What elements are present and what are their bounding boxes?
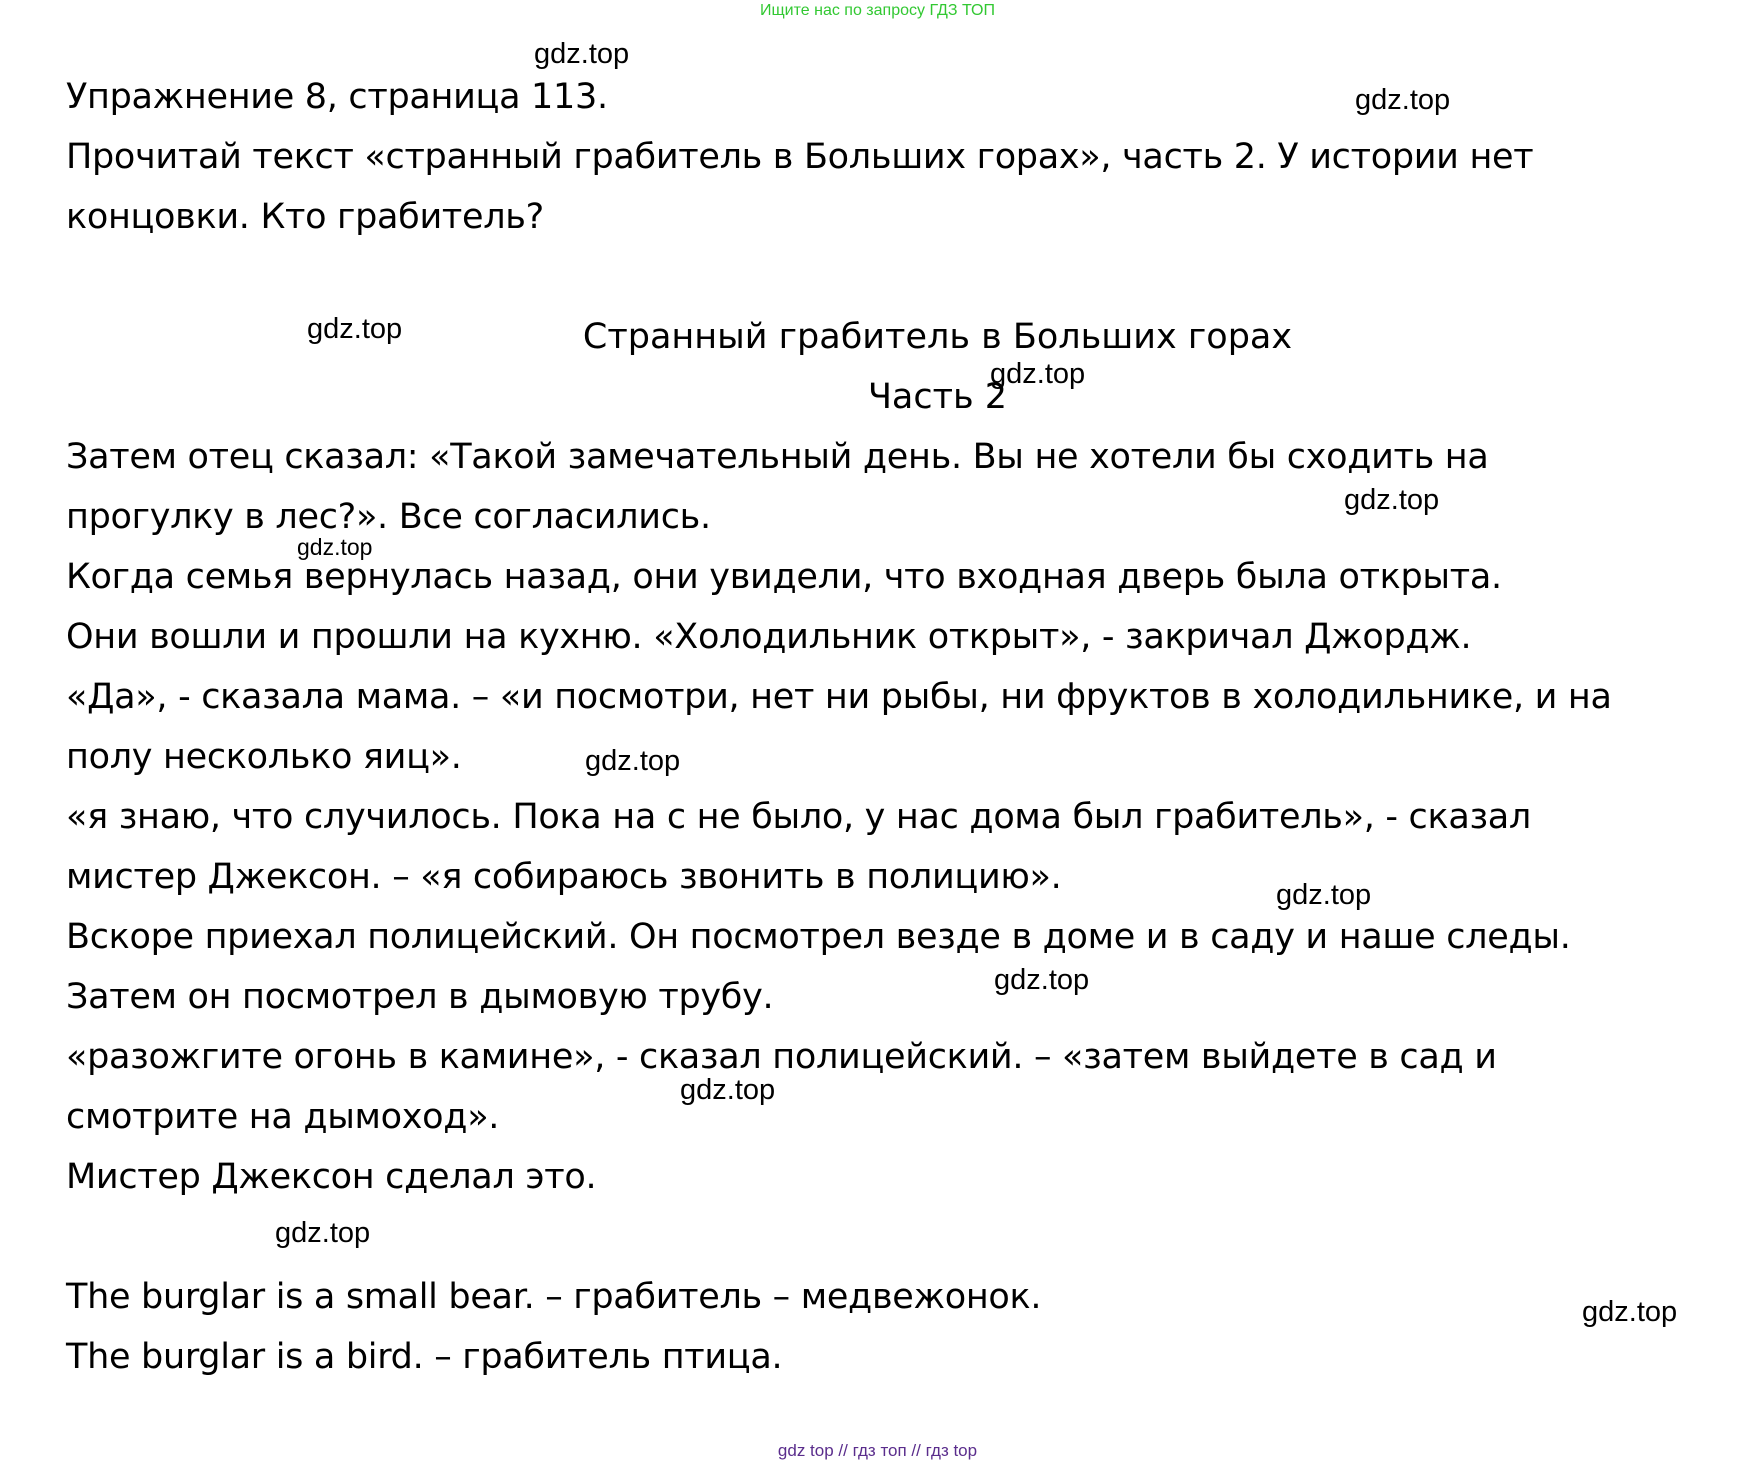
watermark: gdz.top [585,745,681,777]
story-line: «я знаю, что случилось. Пока на с не было, у нас дома был грабитель», - сказал [66,797,1532,837]
bottom-banner: gdz top // гдз топ // гдз top [777,1441,978,1460]
watermark: gdz.top [275,1217,371,1249]
watermark: gdz.top [1344,484,1440,516]
watermark: gdz.top [297,534,373,560]
story-line: Когда семья вернулась назад, они увидели, что входная дверь была открыта. [66,557,1502,597]
watermark: gdz.top [990,358,1086,390]
watermark: gdz.top [680,1074,776,1106]
story-line: Затем отец сказал: «Такой замечательный день. Вы не хотели бы сходить на [66,437,1489,477]
answer-line: The burglar is a bird. – грабитель птица. [66,1337,783,1377]
story-line: прогулку в лес?». Все согласились. [66,497,711,537]
story-line: «разожгите огонь в камине», - сказал полицейский. – «затем выйдете в сад и [66,1037,1497,1077]
watermark: gdz.top [307,313,403,345]
story-line: «Да», - сказала мама. – «и посмотри, нет ни рыбы, ни фруктов в холодильнике, и на [66,677,1612,717]
instruction-line-2: концовки. Кто грабитель? [66,197,544,237]
top-banner: Ищите нас по запросу ГДЗ ТОП [760,2,995,19]
story-line: Мистер Джексон сделал это. [66,1157,597,1197]
instruction-line-1: Прочитай текст «странный грабитель в Больших горах», часть 2. У истории нет [66,137,1534,177]
story-subtitle: Часть 2 [867,377,1008,417]
story-title: Странный грабитель в Больших горах [582,317,1293,357]
story-line: мистер Джексон. – «я собираюсь звонить в полицию». [66,857,1062,897]
story-line: полу несколько яиц». [66,737,462,777]
exercise-title: Упражнение 8, страница 113. [66,77,608,117]
watermark: gdz.top [1582,1296,1678,1328]
story-line: Они вошли и прошли на кухню. «Холодильник открыт», - закричал Джордж. [66,617,1472,657]
watermark: gdz.top [1276,879,1372,911]
watermark: gdz.top [1355,84,1451,116]
story-line: Вскоре приехал полицейский. Он посмотрел везде в доме и в саду и наше следы. [66,917,1571,957]
watermark: gdz.top [534,38,630,70]
story-line: Затем он посмотрел в дымовую трубу. [66,977,774,1017]
story-line: смотрите на дымоход». [66,1097,500,1137]
watermark: gdz.top [994,964,1090,996]
answer-line: The burglar is a small bear. – грабитель – медвежонок. [66,1277,1042,1317]
